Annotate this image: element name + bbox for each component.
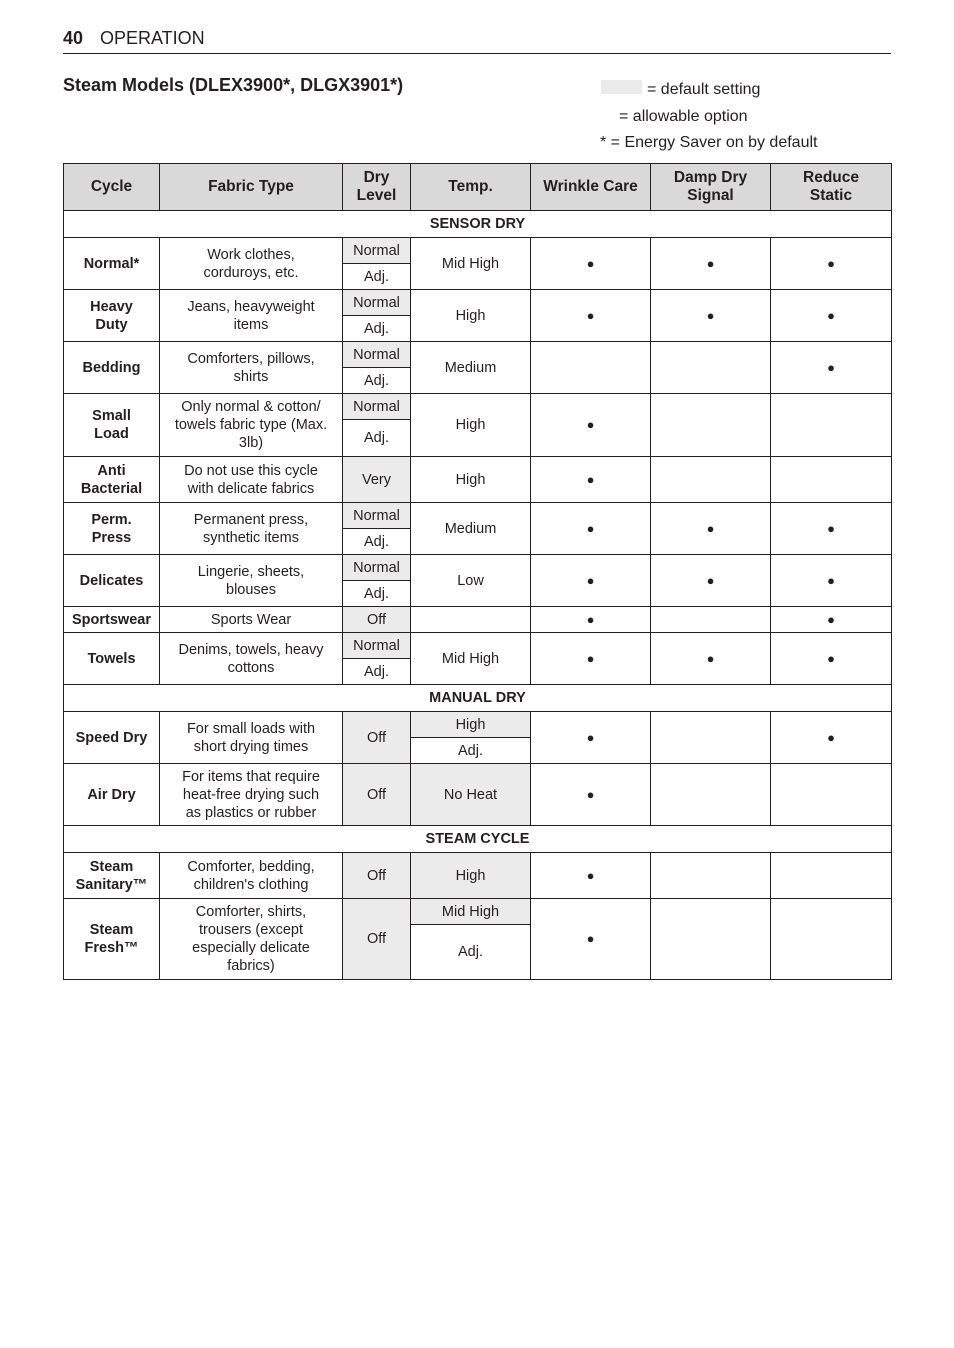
option-dot: ●	[771, 712, 892, 764]
temp-cell: Mid High	[411, 633, 531, 685]
dry-level-cell: Adj.	[343, 420, 411, 457]
option-dot: ●	[531, 457, 651, 503]
col-header-damp: Damp Dry Signal	[651, 164, 771, 211]
dry-level-cell: Adj.	[343, 529, 411, 555]
fabric-cell: For items that require heat-free drying such as plastics or rubber	[160, 764, 343, 826]
empty-cell	[771, 394, 892, 457]
table-row	[64, 899, 892, 925]
option-dot: ●	[531, 764, 651, 826]
empty-cell	[651, 457, 771, 503]
table-row	[64, 394, 892, 420]
dry-level-cell: Normal	[343, 238, 411, 264]
option-dot: ●	[531, 607, 651, 633]
cycle-cell: Heavy Duty	[64, 290, 160, 342]
fabric-cell: Work clothes, corduroys, etc.	[160, 238, 343, 290]
col-header-cycle: Cycle	[64, 164, 160, 211]
dry-level-cell: Normal	[343, 342, 411, 368]
table-row	[64, 503, 892, 529]
option-dot: ●	[771, 555, 892, 607]
dry-level-cell: Off	[343, 764, 411, 826]
temp-cell: Mid High	[411, 899, 531, 925]
legend-allowable-label: = allowable option	[619, 107, 748, 125]
option-dot: ●	[771, 607, 892, 633]
table-row	[64, 555, 892, 581]
fabric-cell: Do not use this cycle with delicate fabrics	[160, 457, 343, 503]
table-row	[64, 607, 892, 633]
option-dot: ●	[771, 342, 892, 394]
table-row	[64, 764, 892, 826]
cycle-cell: Speed Dry	[64, 712, 160, 764]
cycle-cell: Towels	[64, 633, 160, 685]
temp-cell	[411, 607, 531, 633]
option-dot: ●	[531, 555, 651, 607]
option-dot: ●	[531, 899, 651, 980]
table-row	[64, 290, 892, 316]
temp-cell: No Heat	[411, 764, 531, 826]
fabric-cell: Permanent press, synthetic items	[160, 503, 343, 555]
temp-cell: Adj.	[411, 738, 531, 764]
table-row	[64, 853, 892, 899]
empty-cell	[651, 712, 771, 764]
option-dot: ●	[531, 712, 651, 764]
fabric-cell: For small loads with short drying times	[160, 712, 343, 764]
option-dot: ●	[651, 555, 771, 607]
section-row	[64, 685, 892, 712]
page-number: 40	[63, 28, 84, 48]
temp-cell: High	[411, 712, 531, 738]
section-manual-dry: MANUAL DRY	[64, 685, 892, 712]
option-dot: ●	[531, 394, 651, 457]
fabric-cell: Lingerie, sheets, blouses	[160, 555, 343, 607]
option-dot: ●	[531, 633, 651, 685]
dry-level-cell: Normal	[343, 394, 411, 420]
dry-level-cell: Adj.	[343, 368, 411, 394]
temp-cell: High	[411, 394, 531, 457]
dry-level-cell: Off	[343, 607, 411, 633]
cycle-cell: Steam Sanitary™	[64, 853, 160, 899]
fabric-cell: Comforter, shirts, trousers (except especially delicate fabrics)	[160, 899, 343, 980]
dry-level-cell: Adj.	[343, 264, 411, 290]
option-dot: ●	[651, 290, 771, 342]
table-row	[64, 342, 892, 368]
default-swatch	[601, 80, 642, 94]
fabric-cell: Denims, towels, heavy cottons	[160, 633, 343, 685]
dry-level-cell: Very	[343, 457, 411, 503]
cycle-cell: Anti Bacterial	[64, 457, 160, 503]
fabric-cell: Comforter, bedding, children's clothing	[160, 853, 343, 899]
temp-cell: High	[411, 290, 531, 342]
fabric-cell: Only normal & cotton/ towels fabric type (Max. 3lb)	[160, 394, 343, 457]
empty-cell	[651, 764, 771, 826]
dry-level-cell: Off	[343, 899, 411, 980]
section-row	[64, 826, 892, 853]
cycle-cell: Delicates	[64, 555, 160, 607]
col-header-temp: Temp.	[411, 164, 531, 211]
dry-level-cell: Normal	[343, 555, 411, 581]
option-dot: ●	[651, 633, 771, 685]
table-row	[64, 238, 892, 264]
section-steam-cycle: STEAM CYCLE	[64, 826, 892, 853]
empty-cell	[771, 764, 892, 826]
col-header-dry-level: Dry Level	[343, 164, 411, 211]
temp-cell: Adj.	[411, 925, 531, 980]
cycle-cell: Normal*	[64, 238, 160, 290]
empty-cell	[771, 853, 892, 899]
empty-cell	[771, 899, 892, 980]
dry-level-cell: Adj.	[343, 581, 411, 607]
option-dot: ●	[771, 290, 892, 342]
empty-cell	[651, 394, 771, 457]
dry-level-cell: Normal	[343, 290, 411, 316]
temp-cell: High	[411, 457, 531, 503]
temp-cell: High	[411, 853, 531, 899]
empty-cell	[651, 853, 771, 899]
option-dot: ●	[771, 503, 892, 555]
fabric-cell: Jeans, heavyweight items	[160, 290, 343, 342]
fabric-cell: Comforters, pillows, shirts	[160, 342, 343, 394]
col-header-fabric: Fabric Type	[160, 164, 343, 211]
cycle-cell: Small Load	[64, 394, 160, 457]
empty-cell	[531, 342, 651, 394]
table-row	[64, 457, 892, 503]
cycle-cell: Steam Fresh™	[64, 899, 160, 980]
dry-level-cell: Off	[343, 712, 411, 764]
dry-level-cell: Normal	[343, 633, 411, 659]
option-dot: ●	[531, 290, 651, 342]
fabric-cell: Sports Wear	[160, 607, 343, 633]
page-header	[63, 26, 891, 54]
temp-cell: Low	[411, 555, 531, 607]
section-name: OPERATION	[100, 28, 205, 48]
table-row	[64, 712, 892, 738]
legend-default-label: = default setting	[647, 81, 761, 98]
cycle-cell: Sportswear	[64, 607, 160, 633]
col-header-wrinkle: Wrinkle Care	[531, 164, 651, 211]
dry-level-cell: Adj.	[343, 316, 411, 342]
temp-cell: Mid High	[411, 238, 531, 290]
empty-cell	[651, 342, 771, 394]
cycle-cell: Bedding	[64, 342, 160, 394]
section-row	[64, 211, 892, 238]
empty-cell	[771, 457, 892, 503]
col-header-reduce: Reduce Static	[771, 164, 892, 211]
page-title: Steam Models (DLEX3900*, DLGX3901*)	[63, 75, 404, 95]
temp-cell: Medium	[411, 503, 531, 555]
empty-cell	[651, 607, 771, 633]
option-dot: ●	[651, 238, 771, 290]
legend-energy-label: * = Energy Saver on by default	[600, 134, 818, 151]
dry-level-cell: Normal	[343, 503, 411, 529]
option-dot: ●	[531, 503, 651, 555]
table-row	[64, 633, 892, 659]
cycle-cell: Air Dry	[64, 764, 160, 826]
empty-cell	[651, 899, 771, 980]
option-dot: ●	[531, 238, 651, 290]
table-header-row	[64, 164, 892, 211]
cycle-cell: Perm. Press	[64, 503, 160, 555]
option-dot: ●	[771, 633, 892, 685]
temp-cell: Medium	[411, 342, 531, 394]
option-dot: ●	[531, 853, 651, 899]
dry-level-cell: Adj.	[343, 659, 411, 685]
section-sensor-dry: SENSOR DRY	[64, 211, 892, 238]
cycle-table	[63, 163, 892, 980]
option-dot: ●	[651, 503, 771, 555]
dry-level-cell: Off	[343, 853, 411, 899]
option-dot: ●	[771, 238, 892, 290]
